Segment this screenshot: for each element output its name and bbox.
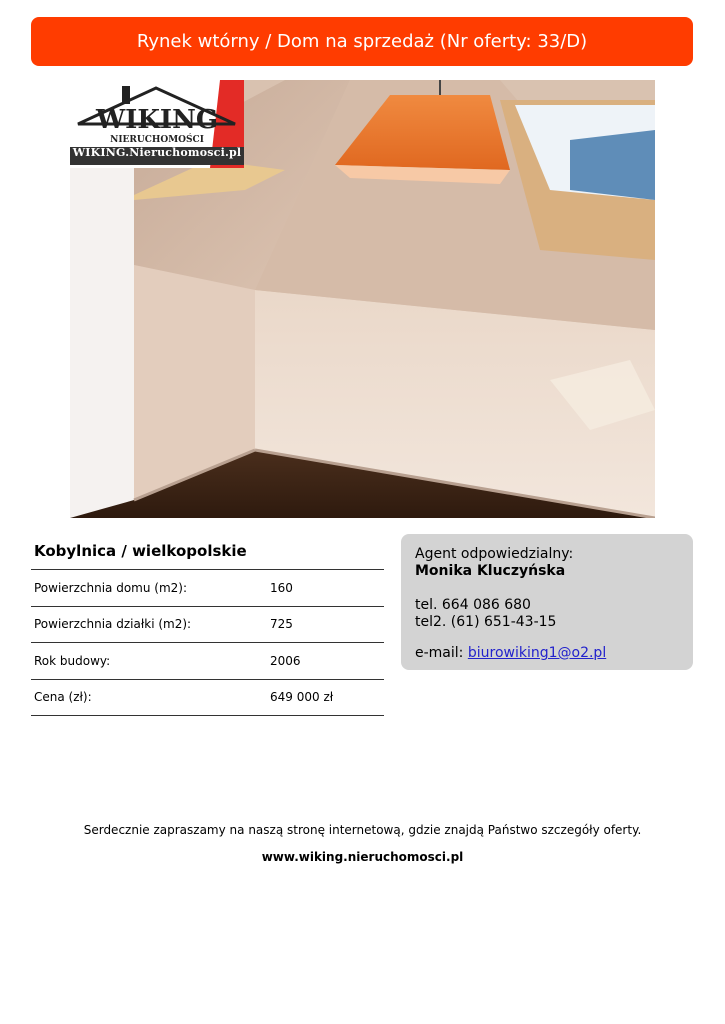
- logo-url: WIKING.Nieruchomosci.pl: [72, 146, 242, 159]
- agent-phone-2: tel2. (61) 651-43-15: [415, 614, 557, 630]
- footer-website[interactable]: www.wiking.nieruchomosci.pl: [261, 850, 464, 864]
- logo-brand: WIKING: [95, 105, 219, 135]
- detail-row: [31, 679, 384, 717]
- detail-row: [31, 606, 384, 643]
- detail-row: [31, 569, 384, 606]
- footer-invite: Serdecznie zapraszamy na naszą stronę internetową, gdzie znajdą Państwo szczegóły oferty.: [83, 823, 642, 837]
- detail-row: [31, 642, 384, 679]
- detail-label: Powierzchnia domu (m2):: [34, 580, 188, 595]
- detail-value: 649 000 zł: [270, 690, 334, 705]
- agent-email-link[interactable]: biurowiking1@o2.pl: [467, 645, 607, 661]
- property-details: [31, 538, 384, 716]
- offer-title-bar: [31, 17, 693, 66]
- logo-subtitle: NIERUCHOMOŚCI: [110, 135, 204, 145]
- agent-email-label: e-mail:: [415, 645, 464, 661]
- agent-box: [401, 534, 693, 670]
- location-heading: Kobylnica / wielkopolskie: [34, 542, 247, 560]
- detail-label: Rok budowy:: [34, 653, 111, 668]
- agent-phone: tel. 664 086 680: [415, 597, 531, 613]
- detail-value: 725: [270, 617, 293, 632]
- agent-email-line: [415, 645, 679, 662]
- agent-heading: Agent odpowiedzialny:: [415, 546, 574, 562]
- detail-label: Cena (zł):: [34, 690, 92, 705]
- detail-label: Powierzchnia działki (m2):: [34, 617, 192, 632]
- detail-value: 2006: [270, 653, 301, 668]
- offer-title: Rynek wtórny / Dom na sprzedaż (Nr oferty: 33/D): [136, 31, 588, 52]
- agent-name: Monika Kluczyńska: [415, 563, 566, 579]
- detail-value: 160: [270, 580, 293, 595]
- company-logo: [70, 80, 244, 168]
